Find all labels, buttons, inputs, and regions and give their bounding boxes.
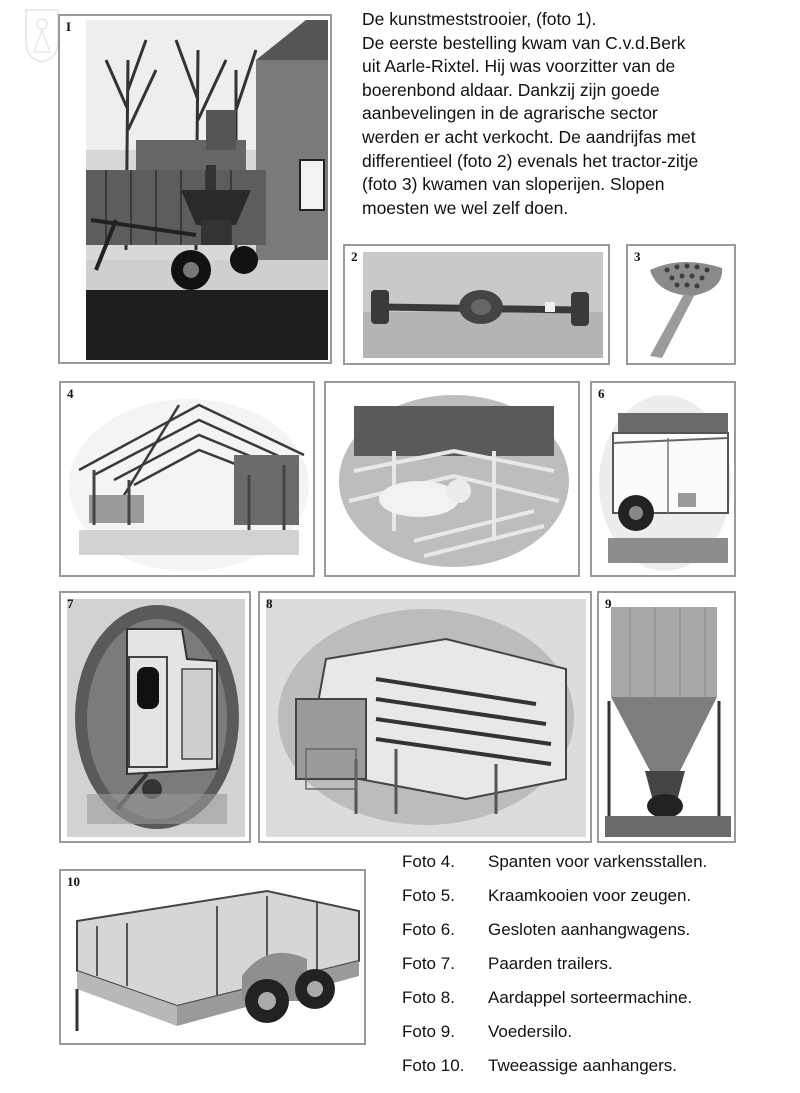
- legend-item: [402, 1056, 782, 1090]
- legend-text: Spanten voor varkensstallen.: [488, 852, 708, 871]
- legend-label: Foto 7.: [402, 954, 455, 973]
- pig-stable-trusses-photo: [69, 395, 309, 571]
- photo-legend: [402, 852, 782, 1090]
- legend-item: [402, 988, 782, 1022]
- intro-line: differentieel (foto 2) evenals het tractor-zitje: [362, 150, 699, 171]
- photo-number: 7: [67, 596, 74, 611]
- closed-trailer-photo: [598, 393, 732, 573]
- legend-label: Foto 9.: [402, 1022, 455, 1041]
- legend-text: Voedersilo.: [488, 1022, 573, 1041]
- photo-number: 6: [598, 386, 605, 401]
- photo-number: 10: [67, 874, 80, 889]
- photo-number: I: [66, 19, 72, 34]
- photo-5-frame: [324, 381, 580, 577]
- legend-item: [402, 852, 782, 886]
- legend-label: Foto 8.: [402, 988, 455, 1007]
- intro-line: uit Aarle-Rixtel. Hij was voorzitter van de: [362, 56, 676, 77]
- legend-text: Kraamkooien voor zeugen.: [488, 886, 692, 905]
- photo-10-frame: [59, 869, 366, 1045]
- photo-number: 9: [605, 596, 612, 611]
- feed-silo-photo: [605, 601, 731, 837]
- legend-text: Paarden trailers.: [488, 954, 613, 973]
- photo-6-frame: [590, 381, 736, 577]
- legend-text: Tweeassige aanhangers.: [488, 1056, 678, 1075]
- legend-item: [402, 954, 782, 988]
- intro-line: (foto 3) kwamen van sloperijen. Slopen: [362, 174, 665, 195]
- intro-line: De kunstmeststrooier, (foto 1).: [362, 9, 597, 29]
- photo-2-frame: [343, 244, 610, 365]
- horse-trailer-photo: [67, 599, 245, 837]
- intro-line: moesten we wel zelf doen.: [362, 197, 569, 218]
- photo-3-frame: [626, 244, 736, 365]
- tractor-seat-photo: [632, 250, 732, 360]
- potato-sorting-machine-photo: [266, 599, 586, 837]
- photo-9-frame: [597, 591, 736, 843]
- legend-item: [402, 1022, 782, 1056]
- photo-7-frame: [59, 591, 251, 843]
- photo-1-frame: [58, 14, 332, 364]
- legend-label: Foto 6.: [402, 920, 455, 939]
- legend-text: Gesloten aanhangwagens.: [488, 920, 691, 939]
- photo-8-frame: [258, 591, 592, 843]
- intro-line: werden er acht verkocht. De aandrijfas met: [362, 126, 696, 147]
- legend-item: [402, 920, 782, 954]
- photo-number: 8: [266, 596, 273, 611]
- fertilizer-spreader-photo: [86, 20, 328, 360]
- legend-text: Aardappel sorteermachine.: [488, 988, 693, 1007]
- intro-line: aanbevelingen in de agrarische sector: [362, 103, 658, 124]
- legend-label: Foto 4.: [402, 852, 455, 871]
- intro-text: [362, 8, 782, 220]
- tandem-trailer-photo: [67, 881, 361, 1043]
- legend-item: [402, 886, 782, 920]
- drive-axle-photo: [363, 252, 603, 358]
- farrowing-crates-photo: [334, 391, 574, 571]
- photo-4-frame: [59, 381, 315, 577]
- intro-line: De eerste bestelling kwam van C.v.d.Berk: [362, 32, 686, 53]
- photo-number: 2: [351, 249, 358, 264]
- intro-line: boerenbond aldaar. Dankzij zijn goede: [362, 79, 660, 100]
- photo-number: 4: [67, 386, 74, 401]
- photo-number: 3: [634, 249, 641, 264]
- seal-watermark-icon: [22, 8, 62, 64]
- legend-label: Foto 10.: [402, 1056, 465, 1075]
- legend-label: Foto 5.: [402, 886, 455, 905]
